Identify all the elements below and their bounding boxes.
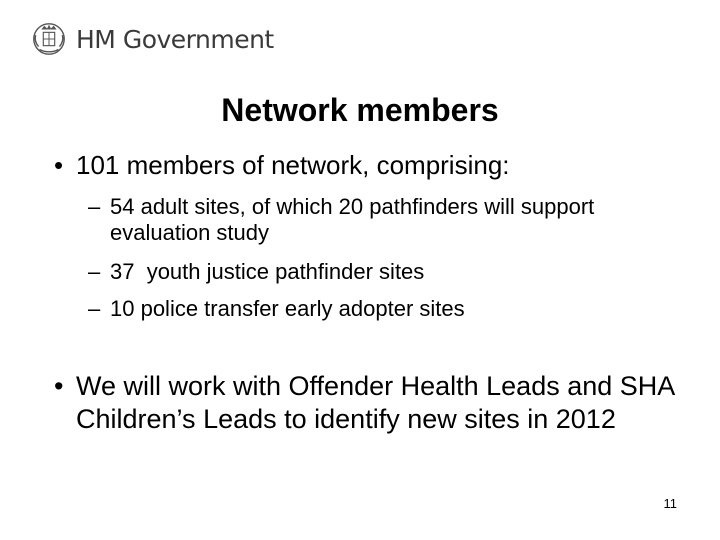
- sub-bullet-item: [88, 296, 630, 322]
- bullet-text: 101 members of network, comprising:: [76, 150, 510, 180]
- sub-bullet-marker: –: [88, 194, 101, 219]
- bullet-item: [54, 150, 676, 180]
- bullet-text: We will work with Offender Health Leads and SHA Children’s Leads to identify new sites in 2012: [76, 371, 674, 434]
- sub-bullet-text: 54 adult sites, of which 20 pathfinders will support evaluation study: [110, 194, 595, 245]
- sub-bullet-item: [88, 259, 630, 285]
- sub-bullet-marker: –: [88, 296, 101, 321]
- royal-crest-icon: [30, 20, 68, 58]
- sub-bullet-item: [88, 194, 630, 246]
- bullet-marker: •: [54, 371, 64, 401]
- sub-bullet-text: 37 youth justice pathfinder sites: [110, 259, 425, 284]
- bullet-marker: •: [54, 150, 64, 180]
- bullet-item: [54, 370, 676, 436]
- slide-title: Network members: [221, 92, 499, 128]
- sub-bullet-text: 10 police transfer early adopter sites: [110, 296, 465, 321]
- page-number: 11: [663, 496, 677, 511]
- sub-bullet-marker: –: [88, 259, 101, 284]
- hm-government-logo: [30, 20, 274, 58]
- logo-text: HM Government: [76, 24, 274, 54]
